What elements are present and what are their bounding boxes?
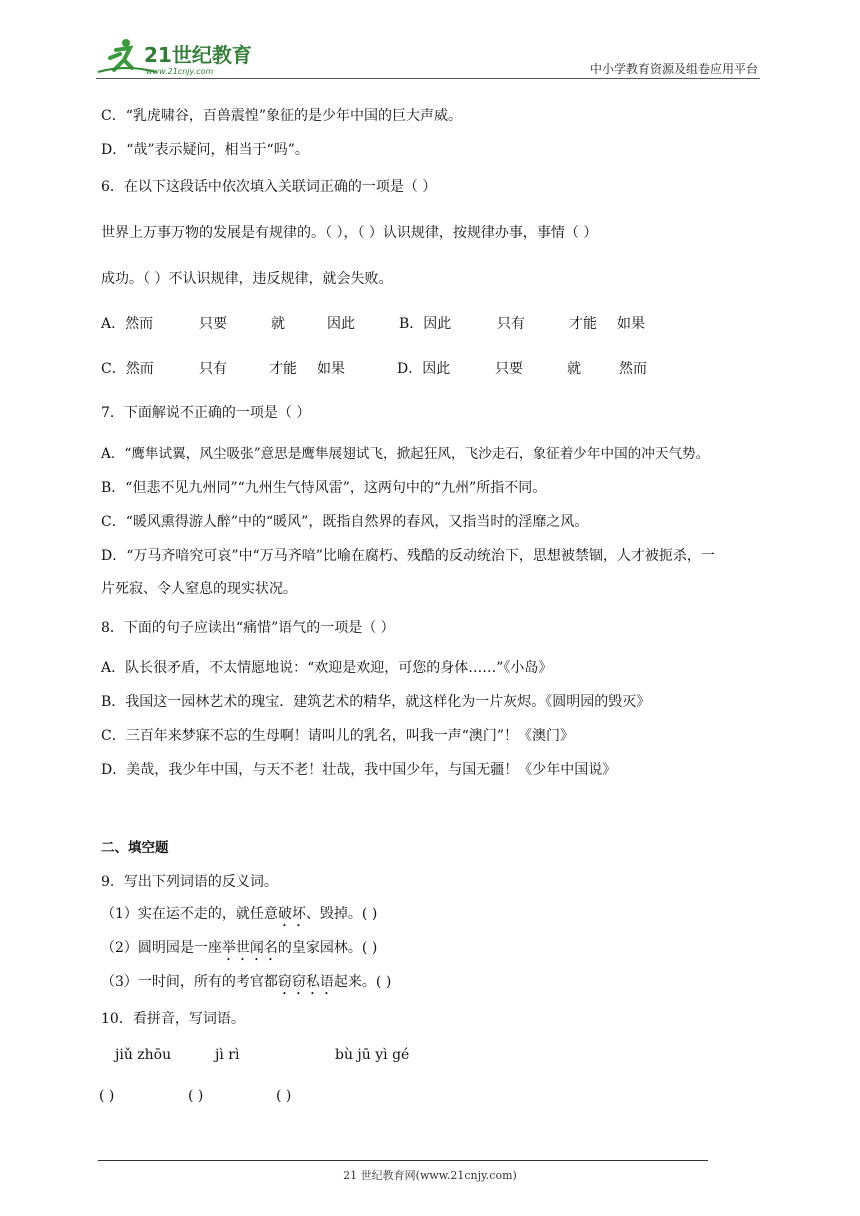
q6-opt-a-label: A．然而 [101,316,154,332]
page-header [96,36,758,80]
q9-item3-text: （3）一时间，所有的考官都 [101,974,278,990]
q6-passage-line2: 成功。（ ）不认识规律，违反规律，就会失败。 [101,271,393,287]
q5-option-c: C．“乳虎啸谷，百兽震惶”象征的是少年中国的巨大声威。 [101,108,463,124]
q8-stem: 8．下面的句子应读出“痛惜”语气的一项是（ ） [101,620,395,636]
footer-divider [98,1160,708,1161]
q10-stem: 10．看拼音，写词语。 [101,1011,245,1027]
q6-opt-a-w3: 因此 [327,316,355,332]
q8-option-c: C．三百年来梦寐不忘的生母啊！请叫儿的乳名，叫我一声“澳门”！《澳门》 [101,728,575,744]
q9-item3-target-word: 窃窃私语 [277,974,334,990]
q6-opt-d-w2: 就 [567,361,581,377]
q8-option-b: B．我国这一园林艺术的瑰宝．建筑艺术的精华，就这样化为一片灰烬。《圆明园的毁灭》 [101,694,651,710]
q6-opt-b-w2: 才能 [569,316,597,332]
q6-options-row2 [101,360,647,378]
q6-opt-d-w3: 然而 [619,361,647,377]
q9-item-1 [101,905,377,930]
svg-text:www.21cnjy.com: www.21cnjy.com [146,67,214,76]
q6-opt-b-w3: 如果 [617,316,645,332]
q6-opt-a-w1: 只要 [199,316,227,332]
q7-option-b: B．“但悲不见九州同”“九州生气恃风雷”，这两句中的“九州”所指不同。 [101,480,547,496]
logo-21cnjy [96,36,266,80]
q6-opt-b-w1: 只有 [497,316,525,332]
q6-passage-line1: 世界上万事万物的发展是有规律的。（ ），（ ）认识规律，按规律办事，事情（ ） [101,225,598,241]
header-divider [96,78,760,79]
q6-opt-c-w3: 如果 [317,361,345,377]
q9-item1-answer-blank: 、毁掉。( ) [305,906,378,922]
q9-item-2 [101,939,377,964]
q6-opt-a-w2: 就 [271,316,285,332]
q6-opt-c-w1: 只有 [199,361,227,377]
q6-opt-c-w2: 才能 [269,361,297,377]
section-title-fill-in: 二、填空题 [101,840,169,856]
q7-option-c: C．“暖风熏得游人醉”中的“暖风”，既指自然界的春风，又指当时的淫靡之风。 [101,514,589,530]
q9-item2-text: （2）圆明园是一座 [101,940,222,956]
q9-item2-target-word: 举世闻名 [221,940,278,956]
q10-blank-3: ( ) [276,1088,292,1104]
page-footer: 21 世纪教育网(www.21cnjy.com) [343,1169,517,1182]
q6-opt-d-label: D．因此 [397,361,451,377]
q8-option-a: A．队长很矛盾，不太情愿地说：“欢迎是欢迎，可您的身体……”《小岛》 [101,660,553,676]
q10-blank-1: ( ) [99,1088,115,1104]
q6-opt-d-w1: 只要 [495,361,523,377]
q9-item-3 [101,973,391,998]
q9-item2-answer-blank: 的皇家园林。( ) [277,940,378,956]
q7-option-d-line1: D．“万马齐喑究可哀”中“万马齐喑”比喻在腐朽、残酷的反动统治下，思想被禁锢，人才被扼杀，一 [101,548,715,564]
q5-option-d: D．“哉”表示疑问，相当于“吗”。 [101,142,309,158]
q8-option-d: D．美哉，我少年中国，与天不老！壮哉，我中国少年，与国无疆！《少年中国说》 [101,762,617,778]
q9-item3-answer-blank: 起来。( ) [333,974,392,990]
q10-pinyin-3: bù jū yì gé [335,1047,410,1063]
q6-options-row1 [101,315,645,333]
q6-opt-b-label: B．因此 [399,316,452,332]
platform-title: 中小学教育资源及组卷应用平台 [589,62,758,76]
q9-item1-target-word: 破坏 [277,906,306,922]
svg-text:21世纪教育: 21世纪教育 [144,43,252,67]
q10-blank-2: ( ) [188,1088,204,1104]
q7-option-a: A．“鹰隼试翼，风尘吸张”意思是鹰隼展翅试飞，掀起狂风，飞沙走石，象征着少年中国的冲天气势。 [101,446,710,462]
q9-stem: 9．写出下列词语的反义词。 [101,874,278,890]
q6-stem: 6．在以下这段话中依次填入关联词正确的一项是（ ） [101,179,437,195]
q6-opt-c-label: C．然而 [101,361,154,377]
q7-option-d-line2: 片死寂、令人窒息的现实状况。 [101,581,297,597]
q10-pinyin-2: jì rì [215,1047,240,1063]
q7-stem: 7．下面解说不正确的一项是（ ） [101,405,311,421]
q10-pinyin-1: jiǔ zhōu [115,1047,172,1063]
q9-item1-text: （1）实在运不走的，就任意 [101,906,278,922]
